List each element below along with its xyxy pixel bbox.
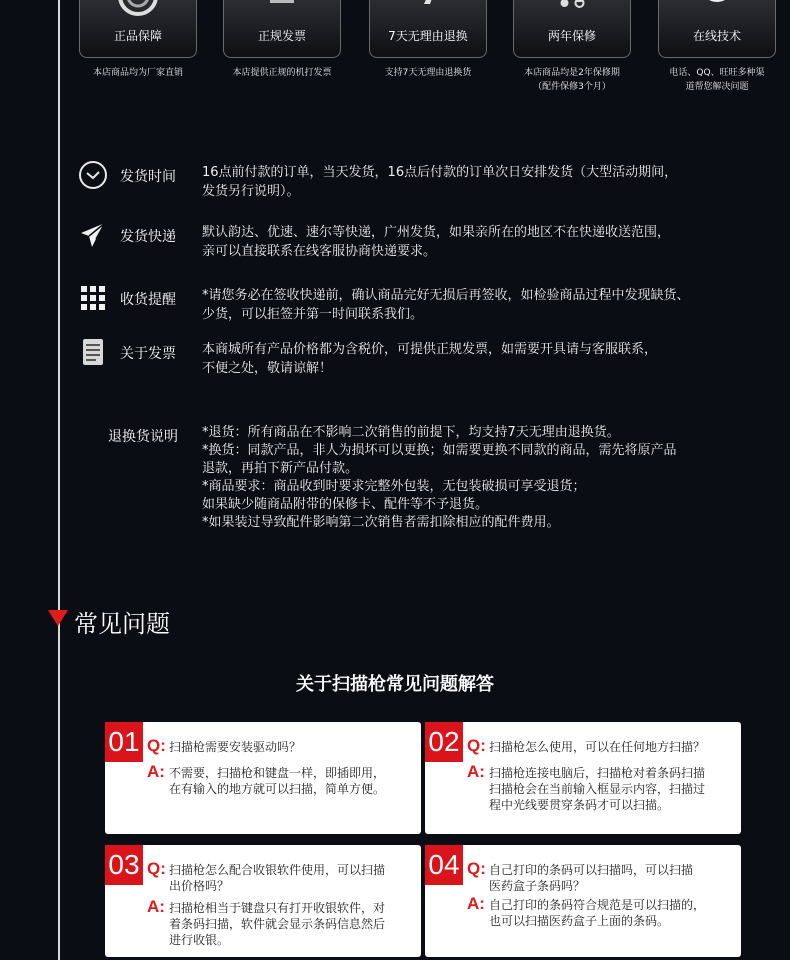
guarantee-tile xyxy=(79,0,197,58)
airplane-icon xyxy=(78,220,108,250)
triangle-marker-icon xyxy=(48,610,68,626)
info-label: 收货提醒 xyxy=(120,292,176,308)
faq-number: 02 xyxy=(425,722,463,762)
guarantee-label: 7天无理由退换 xyxy=(388,29,468,43)
info-courier xyxy=(78,220,758,264)
guarantee-label: 在线技术 xyxy=(692,29,741,43)
faq-number: 01 xyxy=(105,722,143,762)
guarantee-seven-day xyxy=(368,0,488,80)
question-text: 自己打印的条码可以扫描吗，可以扫描 医药盒子条码吗？ xyxy=(489,863,694,893)
guarantee-tile xyxy=(513,0,631,58)
question-text: 扫描枪怎么配合收银软件使用，可以扫描 出价格吗？ xyxy=(169,863,386,893)
faq-question xyxy=(467,859,737,894)
guarantee-desc: 电话、QQ、旺旺多种渠 道帮您解决问题 xyxy=(669,68,765,92)
guarantee-tile xyxy=(369,0,487,58)
faq-question xyxy=(147,736,417,755)
info-text: 16点前付款的订单，当天发货，16点后付款的订单次日安排发货（大型活动期间， 发货另行说明）。 xyxy=(202,165,678,199)
guarantee-desc: 本店商品均是2年保修期 （配件保修3个月） xyxy=(524,68,620,92)
faq-card-01 xyxy=(105,722,421,834)
faq-question xyxy=(147,859,417,894)
question-mark-label: Q: xyxy=(467,736,486,755)
guarantee-tile xyxy=(658,0,776,58)
answer-mark-label: A: xyxy=(147,897,165,916)
info-text: 本商城所有产品价格都为含税价，可提供正规发票，如需要开具请与客服联系， 不便之处，敬请谅解！ xyxy=(202,342,658,376)
guarantee-online-support xyxy=(657,0,777,94)
answer-text: 自己打印的条码符合规范是可以扫描的， 也可以扫描医药盒子上面的条码。 xyxy=(489,898,706,928)
clock-icon xyxy=(78,160,108,190)
info-receipt-reminder xyxy=(78,283,758,327)
faq-title: 常见问题 xyxy=(74,610,170,638)
info-shipping-time xyxy=(78,160,758,204)
faq-number: 04 xyxy=(425,845,463,885)
answer-mark-label: A: xyxy=(467,894,485,913)
guarantee-desc: 本店提供正规的机打发票 xyxy=(232,68,332,78)
guarantee-genuine xyxy=(78,0,198,80)
faq-answer xyxy=(467,762,737,813)
tools-icon xyxy=(550,0,594,18)
seven-day-icon xyxy=(406,0,450,18)
info-invoice xyxy=(78,337,758,381)
guarantee-label: 正品保障 xyxy=(113,29,162,43)
faq-number: 03 xyxy=(105,845,143,885)
answer-text: 不需要，扫描枪和键盘一样，即插即用， 在有输入的地方就可以扫描，简单方便。 xyxy=(169,766,386,796)
returns-label: 退换货说明 xyxy=(108,429,178,445)
faq-answer xyxy=(467,894,737,929)
question-text: 扫描枪怎么使用，可以在任何地方扫描？ xyxy=(489,740,706,754)
info-text: 默认韵达、优速、速尔等快递，广州发货，如果亲所在的地区不在快递收送范围， 亲可以直接联系在线客服协商快递要求。 xyxy=(202,225,671,259)
answer-text: 扫描枪相当于键盘只有打开收银软件，对 着条码扫描，软件就会显示条码信息然后 进行收银。 xyxy=(169,901,386,947)
faq-subtitle: 关于扫描枪常见问题解答 xyxy=(296,674,494,695)
info-text: *请您务必在签收快递前，确认商品完好无损后再签收，如检验商品过程中发现缺货、 少货，可以拒签并第一时间联系我们。 xyxy=(202,288,690,322)
guarantee-desc: 本店商品均为厂家直销 xyxy=(92,68,183,78)
guarantee-tile xyxy=(223,0,341,58)
guarantee-row xyxy=(78,0,780,100)
faq-card-04 xyxy=(425,845,741,957)
question-mark-label: Q: xyxy=(147,736,166,755)
online-support-icon xyxy=(695,0,739,18)
returns-text: *退货：所有商品在不影响二次销售的前提下，均支持7天无理由退换货。 *换货：同款产品，非人为损坏可以更换；如需要更换不同款的商品，需先将原产品 退款，再拍下新产品付款。 *商品要求：商品收到时要求完整外包装，无包装破损可享受退货； 如果缺少随商品附带的保修卡、配件等不予退货。 *如果装过导致配件影响第二次销售者需扣除相应的配件费用。 xyxy=(202,425,677,530)
answer-text: 扫描枪连接电脑后，扫描枪对着条码扫描 扫描枪会在当前输入框显示内容，扫描过 程中光线要贯穿条码才可以扫描。 xyxy=(489,766,706,812)
document-icon xyxy=(78,337,108,367)
faq-answer xyxy=(147,897,417,948)
guarantee-warranty xyxy=(512,0,632,94)
invoice-printer-icon xyxy=(260,0,304,18)
info-label: 发货时间 xyxy=(120,169,176,185)
question-mark-label: Q: xyxy=(147,859,166,878)
guarantee-invoice xyxy=(222,0,342,80)
faq-card-02 xyxy=(425,722,741,834)
timeline-vertical-line xyxy=(58,0,60,960)
question-mark-label: Q: xyxy=(467,859,486,878)
guarantee-label: 正规发票 xyxy=(257,29,306,43)
guarantee-desc: 支持7天无理由退换货 xyxy=(384,68,472,78)
guarantee-label: 两年保修 xyxy=(547,29,596,43)
info-label: 发货快递 xyxy=(120,229,176,245)
grid-icon xyxy=(78,283,108,313)
answer-mark-label: A: xyxy=(467,762,485,781)
faq-card-03 xyxy=(105,845,421,957)
answer-mark-label: A: xyxy=(147,762,165,781)
info-label: 关于发票 xyxy=(120,346,176,362)
genuine-badge-icon xyxy=(116,0,160,18)
question-text: 扫描枪需要安装驱动吗？ xyxy=(169,740,302,754)
faq-answer xyxy=(147,762,417,797)
faq-question xyxy=(467,736,737,755)
